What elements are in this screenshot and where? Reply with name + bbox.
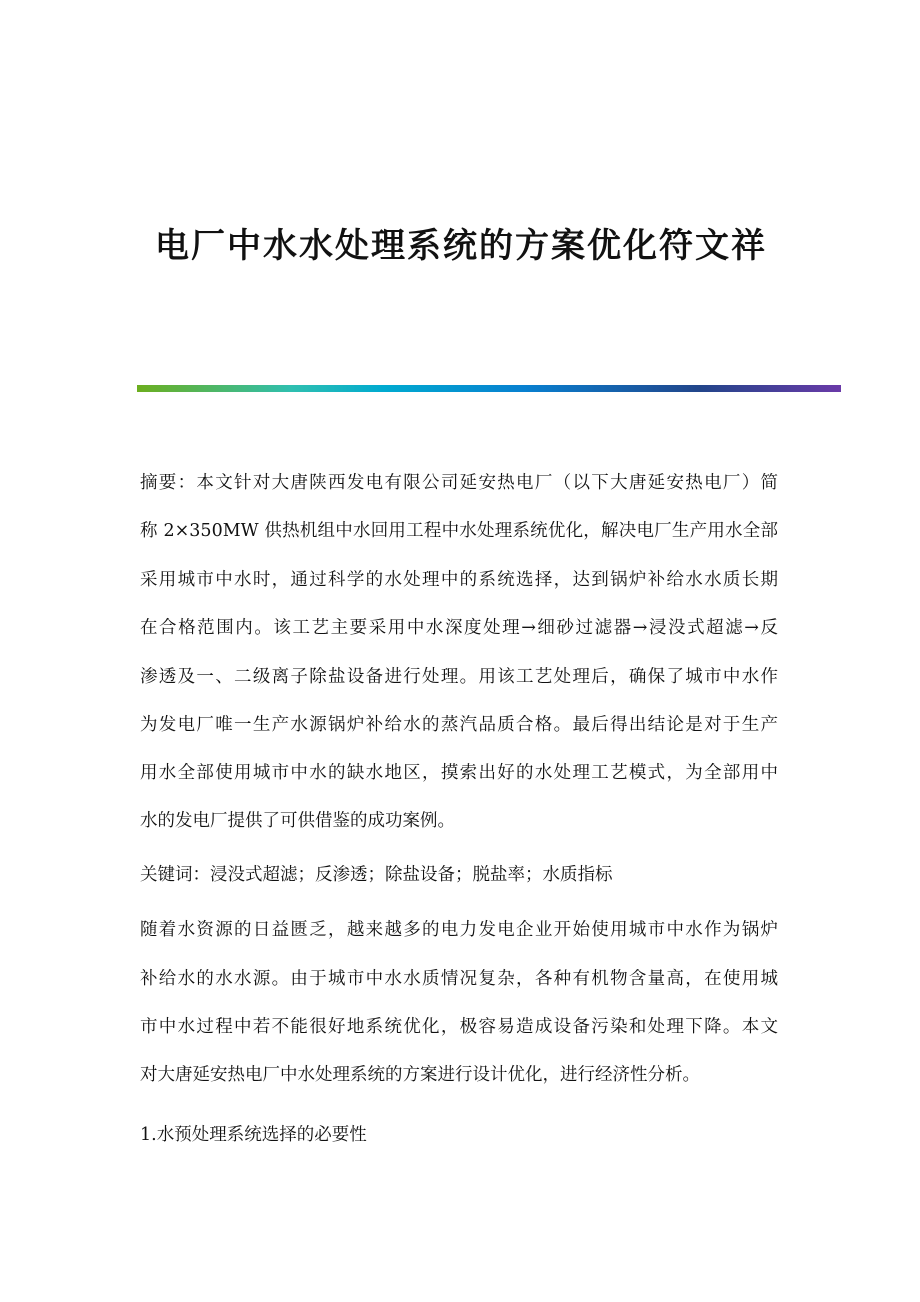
intro-line: 补给水的水水源。由于城市中水水质情况复杂，各种有机物含量高，在使用城 [140, 969, 778, 989]
abstract-line: 为发电厂唯一生产水源锅炉补给水的蒸汽品质合格。最后得出结论是对于生产 [140, 715, 778, 735]
section-heading: 1.水预处理系统选择的必要性 [140, 1125, 367, 1145]
abstract-line: 摘要：本文针对大唐陕西发电有限公司延安热电厂（以下大唐延安热电厂）简 [140, 473, 778, 493]
intro-line: 对大唐延安热电厂中水处理系统的方案进行设计优化，进行经济性分析。 [140, 1065, 700, 1085]
title-divider [137, 385, 841, 392]
document-title: 电厂中水水处理系统的方案优化符文祥 [155, 226, 767, 266]
intro-line: 随着水资源的日益匮乏，越来越多的电力发电企业开始使用城市中水作为锅炉 [140, 920, 778, 940]
abstract-line: 在合格范围内。该工艺主要采用中水深度处理→细砂过滤器→浸没式超滤→反 [140, 618, 778, 638]
abstract-line: 用水全部使用城市中水的缺水地区，摸索出好的水处理工艺模式，为全部用中 [140, 763, 778, 783]
keywords: 关键词：浸没式超滤；反渗透；除盐设备；脱盐率；水质指标 [140, 865, 613, 885]
abstract-line: 称 2×350MW 供热机组中水回用工程中水处理系统优化，解决电厂生产用水全部 [140, 521, 778, 541]
abstract-line: 渗透及一、二级离子除盐设备进行处理。用该工艺处理后，确保了城市中水作 [140, 667, 778, 687]
intro-line: 市中水过程中若不能很好地系统优化，极容易造成设备污染和处理下降。本文 [140, 1017, 778, 1037]
abstract-line: 水的发电厂提供了可供借鉴的成功案例。 [140, 811, 455, 831]
abstract-line: 采用城市中水时，通过科学的水处理中的系统选择，达到锅炉补给水水质长期 [140, 570, 778, 590]
